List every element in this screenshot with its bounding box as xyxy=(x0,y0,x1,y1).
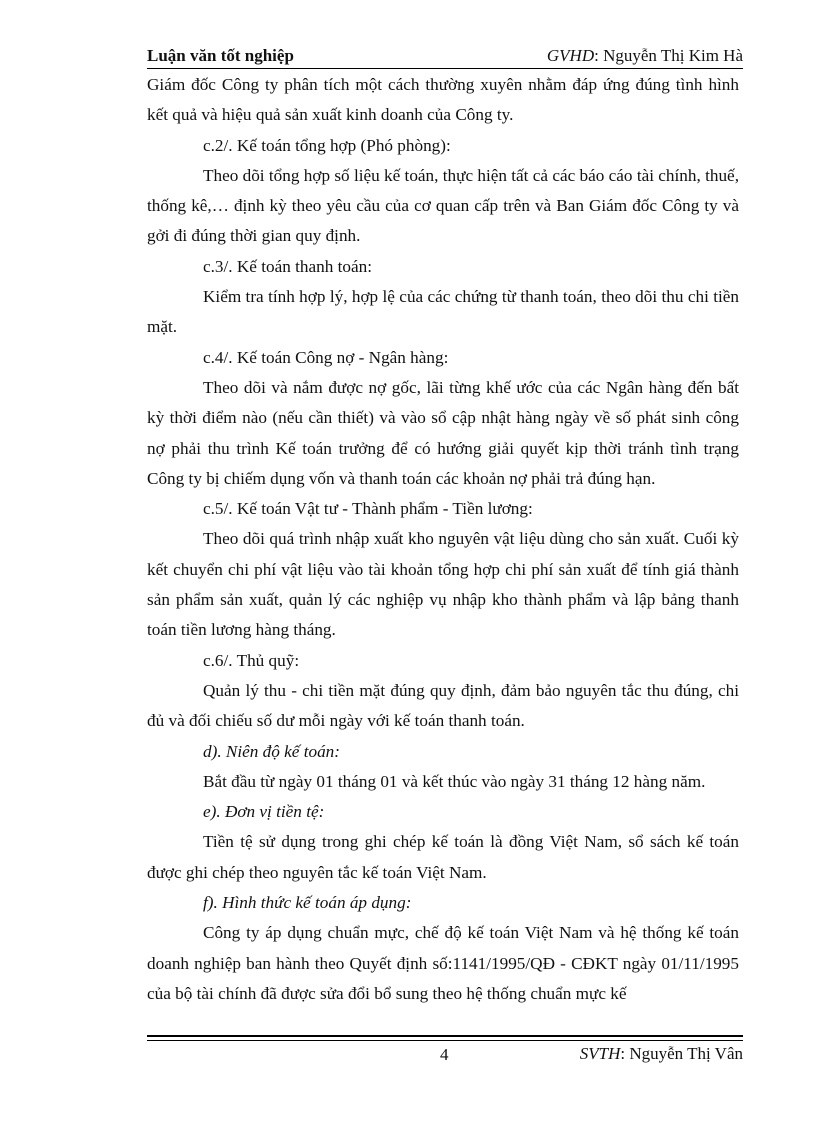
body-paragraph: Bắt đầu từ ngày 01 tháng 01 và kết thúc vào ngày 31 tháng 12 hàng năm. xyxy=(203,771,706,791)
body-paragraph: Kiểm tra tính hợp lý, hợp lệ của các chứng từ thanh toán, theo dõi thu chi tiền mặt. xyxy=(147,287,739,337)
section-heading: f). Hình thức kế toán áp dụng: xyxy=(203,893,412,913)
footer-student xyxy=(580,1044,743,1064)
footer-student-name: Nguyễn Thị Vân xyxy=(629,1044,743,1063)
body-paragraph: Quản lý thu - chi tiền mặt đúng quy định, đảm bảo nguyên tắc thu đúng, chi đủ và đối chiếu số dư mỗi ngày với kế toán thanh toán. xyxy=(147,680,739,731)
footer-student-sep: : xyxy=(620,1044,630,1063)
document-body xyxy=(147,70,739,1009)
page-number: 4 xyxy=(440,1045,449,1064)
body-paragraph: c.5/. Kế toán Vật tư - Thành phẩm - Tiền lương: xyxy=(203,499,533,519)
body-paragraph: Theo dõi quá trình nhập xuất kho nguyên vật liệu dùng cho sản xuất. Cuối kỳ kết chuyển chi phí vật liệu vào tài khoản tổng hợp chi phí sản xuất để tính giá thành sản phẩm sản xuất, quản lý các nghiệp vụ nhập kho thành phẩm và lập bảng thanh toán tiền lương hàng tháng. xyxy=(147,529,739,640)
body-paragraph: Theo dõi và nắm được nợ gốc, lãi từng khế ước của các Ngân hàng đến bất kỳ thời điểm nào (nếu cần thiết) và vào sổ cập nhật hàng ngày về số phát sinh công nợ phải thu trình Kế toán trưởng để có hướng giải quyết kịp thời tránh tình trạng Công ty bị chiếm dụng vốn và thanh toán các khoản nợ phải trả đúng hạn. xyxy=(147,377,739,488)
header-title: Luận văn tốt nghiệp xyxy=(147,46,294,65)
body-paragraph: c.4/. Kế toán Công nợ - Ngân hàng: xyxy=(203,347,449,367)
section-heading: d). Niên độ kế toán: xyxy=(203,741,340,761)
footer-student-label: SVTH xyxy=(579,1044,621,1063)
header-advisor-name: Nguyễn Thị Kim Hà xyxy=(603,46,743,65)
header-advisor-sep: : xyxy=(594,46,604,65)
header-advisor xyxy=(547,46,743,66)
body-paragraph: Tiền tệ sử dụng trong ghi chép kế toán là đồng Việt Nam, sổ sách kế toán được ghi chép theo nguyên tắc kế toán Việt Nam. xyxy=(147,832,739,882)
body-paragraph: Giám đốc Công ty phân tích một cách thường xuyên nhằm đáp ứng đúng tình hình kết quả và hiệu quả sản xuất kinh doanh của Công ty. xyxy=(147,75,739,125)
header-rule xyxy=(147,68,743,69)
body-paragraph: c.2/. Kế toán tổng hợp (Phó phòng): xyxy=(203,135,451,155)
header-advisor-label: GVHD xyxy=(546,46,595,65)
footer-rule-thin xyxy=(147,1040,743,1041)
footer-rule-thick xyxy=(147,1035,743,1037)
body-paragraph: Theo dõi tổng hợp số liệu kế toán, thực hiện tất cả các báo cáo tài chính, thuế, thống kê,… định kỳ theo yêu cầu của cơ quan cấp trên và Ban Giám đốc Công ty và gởi đi đúng thời gian quy định. xyxy=(147,165,739,246)
body-paragraph: c.3/. Kế toán thanh toán: xyxy=(203,256,372,276)
body-paragraph: Công ty áp dụng chuẩn mực, chế độ kế toán Việt Nam và hệ thống kế toán doanh nghiệp ban hành theo Quyết định số:1141/1995/QĐ - CĐKT ngày 01/11/1995 của bộ tài chính đã được sửa đổi bổ sung theo hệ thống chuẩn mực kế xyxy=(147,923,739,1003)
body-paragraph: c.6/. Thủ quỹ: xyxy=(203,650,300,670)
section-heading: e). Đơn vị tiền tệ: xyxy=(203,802,325,822)
page-header xyxy=(147,46,743,68)
